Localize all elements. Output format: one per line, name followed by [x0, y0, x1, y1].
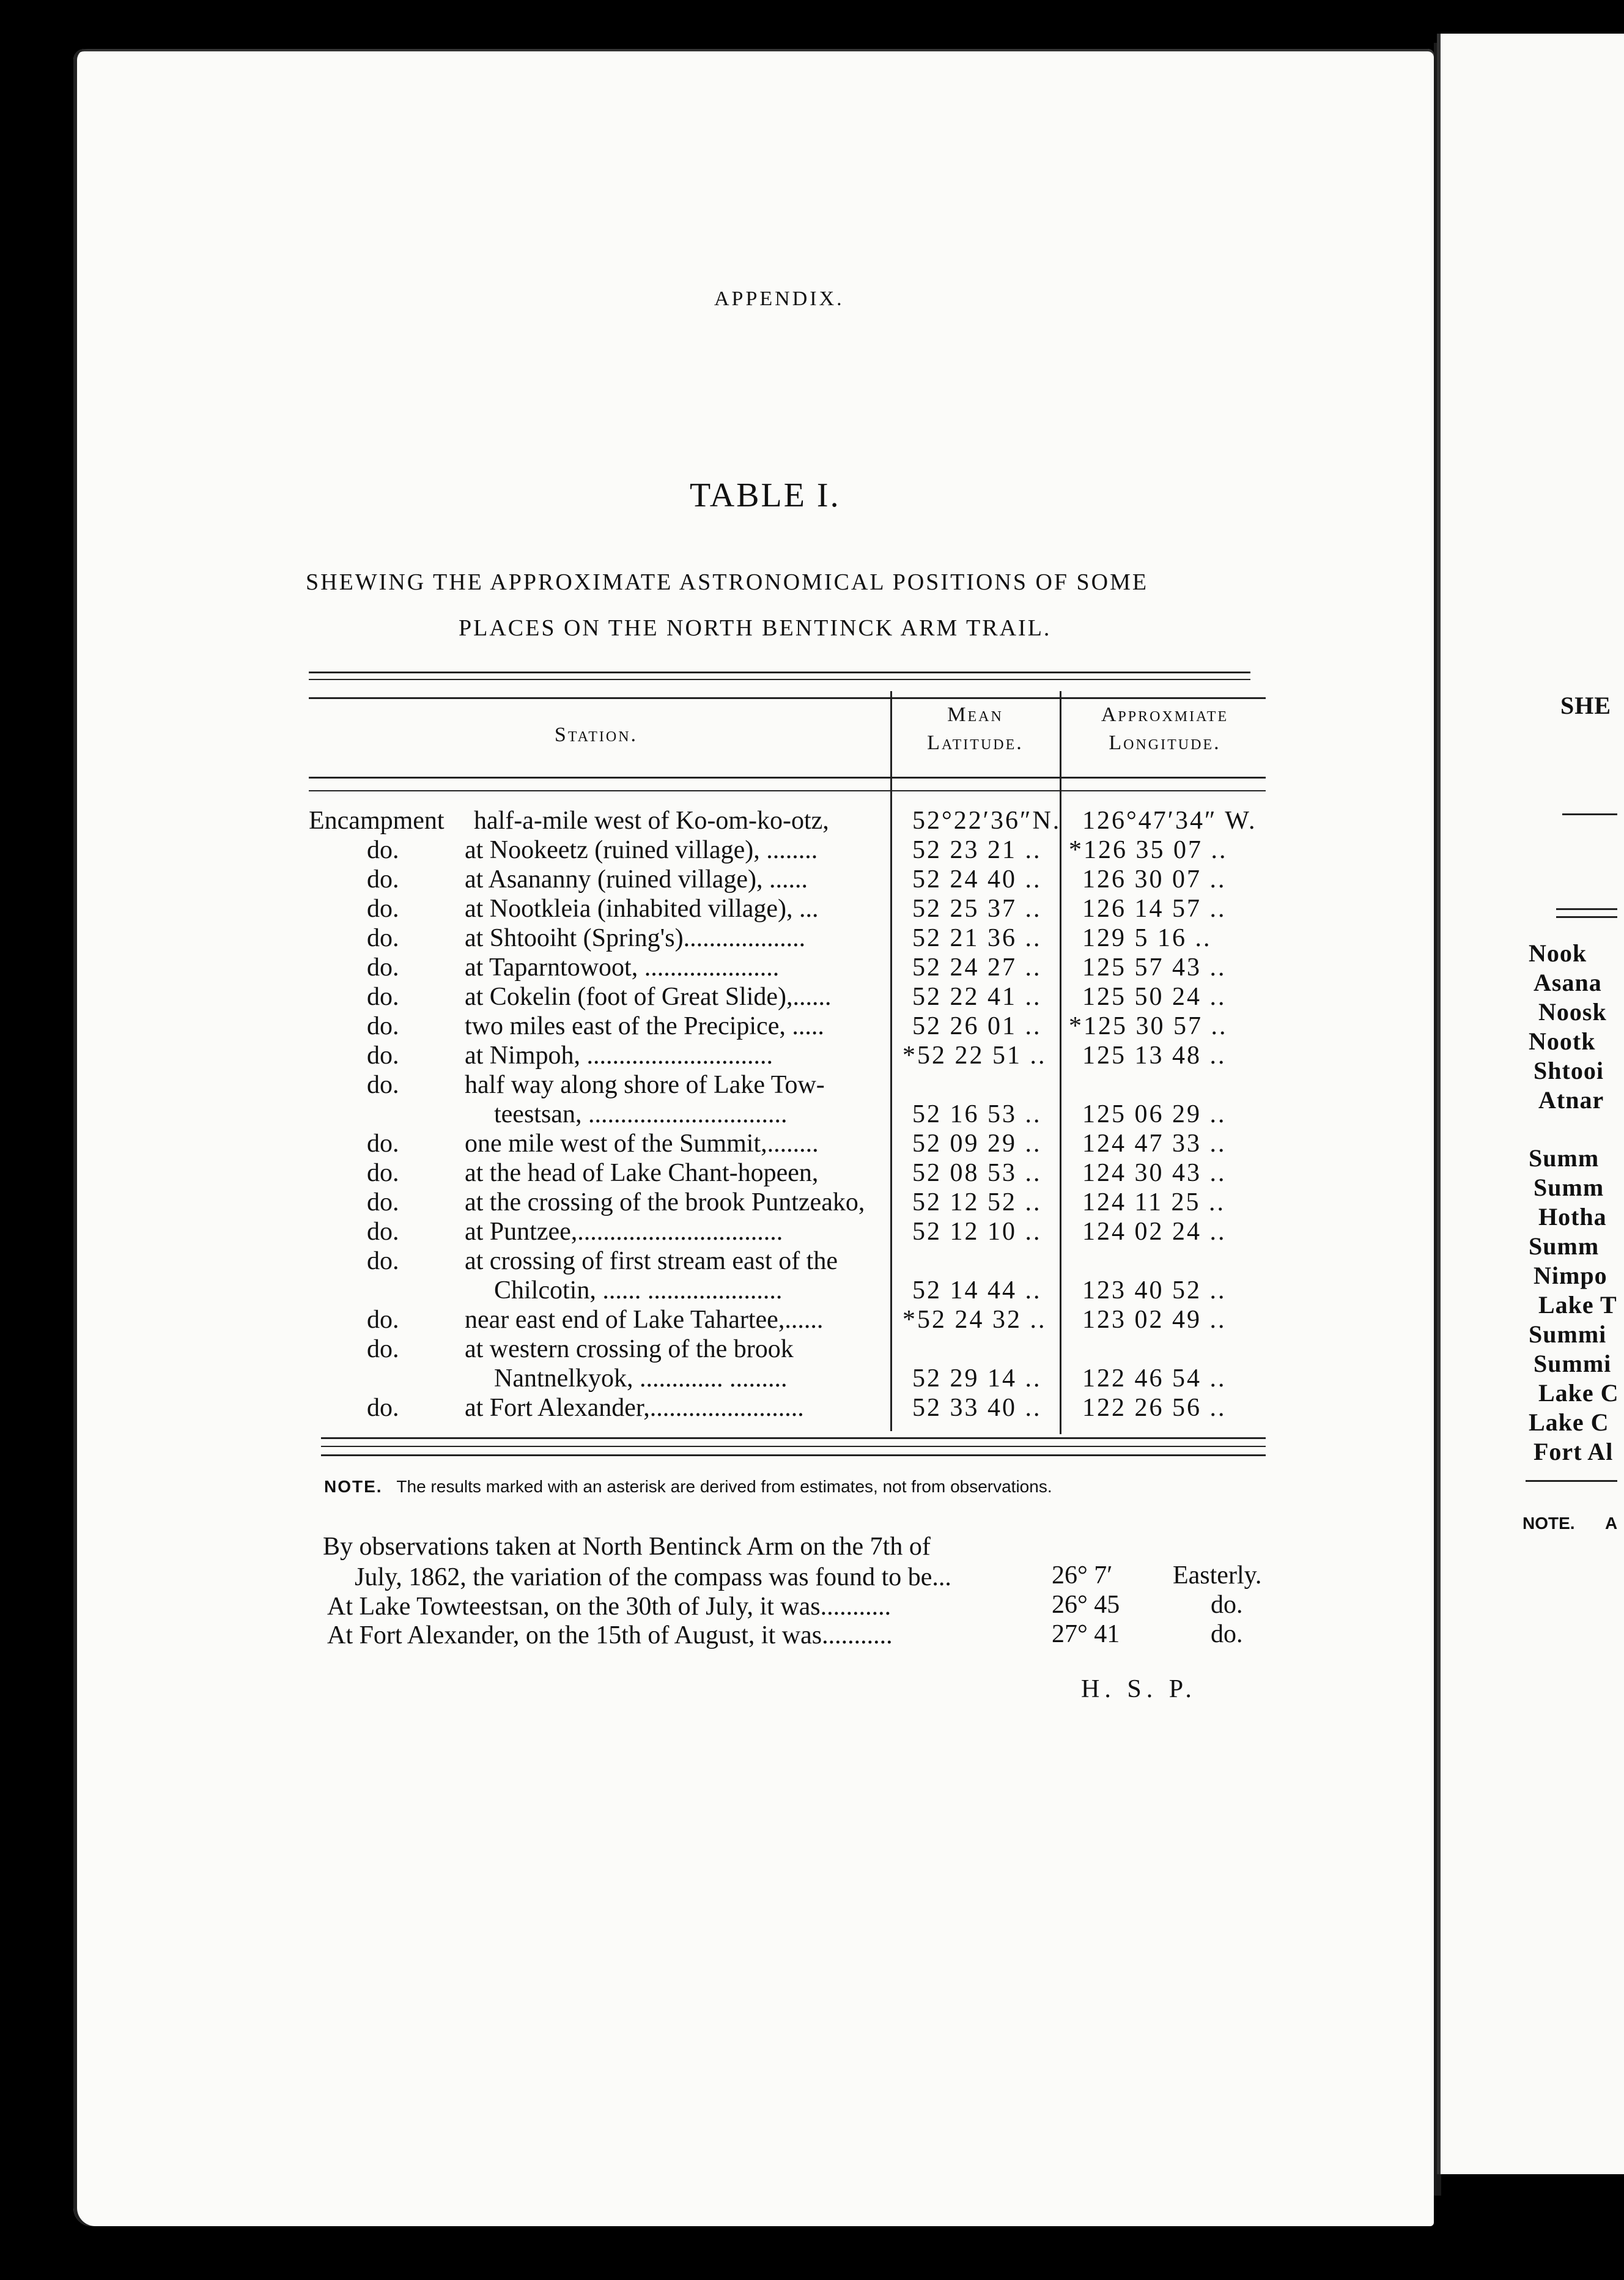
row-longitude: 124 30 43 ..	[1082, 1159, 1227, 1187]
row-longitude: 125 13 48 ..	[1082, 1042, 1227, 1070]
row-longitude: 125 50 24 ..	[1082, 983, 1227, 1011]
row-latitude: 52 12 10 ..	[912, 1218, 1042, 1246]
row-place: teestsan, ...............................	[494, 1100, 788, 1128]
row-ditto: do.	[367, 1188, 399, 1216]
right-page-item: Summi	[1534, 1350, 1612, 1377]
right-page-item: Summi	[1529, 1320, 1607, 1348]
header-bottom-rule-inner	[309, 790, 1266, 791]
running-head: APPENDIX.	[714, 287, 844, 310]
row-place: at Nookeetz (ruined village), ........	[465, 836, 818, 864]
table-bottom-rule	[321, 1437, 1266, 1439]
row-ditto: do.	[367, 1071, 399, 1099]
row-longitude: 123 40 52 ..	[1082, 1276, 1227, 1305]
row-place: at Cokelin (foot of Great Slide),......	[465, 983, 832, 1011]
latitude-header-line-2: Latitude.	[927, 731, 1024, 754]
column-divider-2	[1060, 691, 1061, 1434]
longitude-header-line-1: Approxmiate	[1101, 703, 1229, 726]
row-place: half-a-mile west of Ko-om-ko-otz,	[474, 807, 829, 835]
variation-direction-2: do.	[1211, 1591, 1243, 1619]
right-page-item: Summ	[1529, 1144, 1600, 1172]
row-latitude: 52 12 52 ..	[912, 1188, 1042, 1216]
right-page-item: Noosk	[1538, 998, 1607, 1026]
row-longitude: 124 47 33 ..	[1082, 1130, 1227, 1158]
row-place: at Puntzee,................................	[465, 1218, 783, 1246]
row-place: at western crossing of the brook	[465, 1335, 794, 1363]
row-longitude: 123 02 49 ..	[1082, 1306, 1227, 1334]
variation-direction-1: Easterly.	[1173, 1561, 1262, 1590]
column-divider-1	[890, 691, 892, 1431]
row-ditto: do.	[367, 865, 399, 894]
row-latitude: *52 22 51 ..	[902, 1042, 1047, 1070]
row-place: at the crossing of the brook Puntzeako,	[465, 1188, 865, 1216]
row-latitude: 52 08 53 ..	[912, 1159, 1042, 1187]
table-bottom-rule-inner	[321, 1446, 1266, 1447]
row-latitude: 52 33 40 ..	[912, 1394, 1042, 1422]
row-place: at the head of Lake Chant-hopeen,	[465, 1159, 819, 1187]
right-page-item: Hotha	[1538, 1203, 1607, 1231]
row-place: two miles east of the Precipice, .....	[465, 1012, 824, 1040]
signature: H. S. P.	[1081, 1675, 1197, 1703]
row-place: at Nimpoh, .............................	[465, 1042, 773, 1070]
variation-line-1: By observations taken at North Bentinck Arm on the 7th of	[323, 1533, 931, 1561]
row-longitude: *125 30 57 ..	[1069, 1012, 1228, 1040]
right-page-heading: SHE	[1560, 692, 1612, 719]
row-longitude: 126°47′34″ W.	[1082, 807, 1257, 835]
right-page-rule-3	[1556, 916, 1617, 918]
row-ditto: do.	[367, 1012, 399, 1040]
right-page-item: Lake C	[1529, 1408, 1609, 1436]
row-latitude: 52 21 36 ..	[912, 924, 1042, 952]
subtitle-line-2: PLACES ON THE NORTH BENTINCK ARM TRAIL.	[459, 615, 1052, 641]
right-page-note-tail: A	[1605, 1514, 1618, 1533]
footnote-label: NOTE.	[324, 1477, 383, 1496]
variation-line-4: At Fort Alexander, on the 15th of August, it was...........	[327, 1621, 893, 1649]
row-place: Nantnelkyok, ............. .........	[494, 1364, 788, 1393]
table-top-rule-inner	[309, 679, 1250, 680]
row-latitude: 52 25 37 ..	[912, 895, 1042, 923]
variation-direction-3: do.	[1211, 1620, 1243, 1648]
row-longitude: 126 30 07 ..	[1082, 865, 1227, 894]
row-longitude: 125 06 29 ..	[1082, 1100, 1227, 1128]
right-page-rule-2	[1556, 908, 1617, 910]
row-latitude: 52 23 21 ..	[912, 836, 1042, 864]
row-longitude: 122 26 56 ..	[1082, 1394, 1227, 1422]
variation-value-3: 27° 41	[1052, 1620, 1120, 1648]
footnote	[324, 1477, 1052, 1497]
row-place: at Taparntowoot, .....................	[465, 953, 780, 982]
variation-value-1: 26° 7′	[1052, 1561, 1113, 1590]
row-place: at Asananny (ruined village), ......	[465, 865, 808, 894]
row-longitude: 124 11 25 ..	[1082, 1188, 1225, 1216]
right-page-rule-4	[1526, 1480, 1617, 1482]
table-title: TABLE I.	[690, 476, 841, 514]
row-latitude: 52 22 41 ..	[912, 983, 1042, 1011]
right-page-item: Lake C	[1538, 1379, 1619, 1407]
row-place: near east end of Lake Tahartee,......	[465, 1306, 824, 1334]
row-latitude: 52 16 53 ..	[912, 1100, 1042, 1128]
row-ditto: do.	[367, 983, 399, 1011]
row-ditto: do.	[367, 1394, 399, 1422]
row-ditto: do.	[367, 953, 399, 982]
row-latitude: 52 24 27 ..	[912, 953, 1042, 982]
row-ditto: Encampment	[309, 807, 445, 835]
row-place: at Nootkleia (inhabited village), ...	[465, 895, 819, 923]
right-page-note-label: NOTE.	[1523, 1514, 1575, 1533]
variation-value-2: 26° 45	[1052, 1591, 1120, 1619]
right-page-item: Atnar	[1538, 1086, 1604, 1114]
row-latitude: 52 24 40 ..	[912, 865, 1042, 894]
row-ditto: do.	[367, 895, 399, 923]
right-page-item: Nook	[1529, 939, 1587, 967]
row-ditto: do.	[367, 1159, 399, 1187]
row-ditto: do.	[367, 1130, 399, 1158]
footnote-text: The results marked with an asterisk are derived from estimates, not from observations.	[396, 1477, 1052, 1496]
table-bottom-rule-lower	[321, 1454, 1266, 1456]
row-place: at Shtooiht (Spring's)...................	[465, 924, 806, 952]
right-page-item: Fort Al	[1534, 1438, 1614, 1465]
latitude-header-line-1: Mean	[947, 703, 1003, 726]
longitude-header-line-2: Longitude.	[1109, 731, 1221, 754]
right-page-rule-1	[1562, 813, 1617, 815]
row-place: at crossing of first stream east of the	[465, 1247, 838, 1275]
row-latitude: 52 29 14 ..	[912, 1364, 1042, 1393]
row-longitude: 129 5 16 ..	[1082, 924, 1212, 952]
row-ditto: do.	[367, 1247, 399, 1275]
row-longitude: *126 35 07 ..	[1069, 836, 1228, 864]
row-longitude: 125 57 43 ..	[1082, 953, 1227, 982]
right-page-item: Shtooi	[1534, 1057, 1604, 1084]
row-place: at Fort Alexander,........................	[465, 1394, 804, 1422]
variation-line-2: July, 1862, the variation of the compass was found to be...	[355, 1563, 951, 1591]
row-place: Chilcotin, ...... .....................	[494, 1276, 783, 1305]
row-longitude: 124 02 24 ..	[1082, 1218, 1227, 1246]
table-top-rule	[309, 672, 1250, 673]
row-latitude: 52 09 29 ..	[912, 1130, 1042, 1158]
subtitle-line-1: SHEWING THE APPROXIMATE ASTRONOMICAL POSITIONS OF SOME	[306, 569, 1149, 595]
station-header: Station.	[554, 724, 638, 746]
row-ditto: do.	[367, 1335, 399, 1363]
right-page-item: Lake T	[1538, 1291, 1617, 1319]
row-latitude: 52°22′36″N.	[912, 807, 1061, 835]
row-ditto: do.	[367, 1306, 399, 1334]
right-page-item: Nimpo	[1534, 1262, 1607, 1289]
row-place: half way along shore of Lake Tow-	[465, 1071, 825, 1099]
row-latitude: 52 14 44 ..	[912, 1276, 1042, 1305]
row-ditto: do.	[367, 1218, 399, 1246]
row-ditto: do.	[367, 836, 399, 864]
header-bottom-rule	[309, 777, 1266, 779]
row-ditto: do.	[367, 1042, 399, 1070]
row-ditto: do.	[367, 924, 399, 952]
right-page-item: Summ	[1529, 1232, 1600, 1260]
row-longitude: 122 46 54 ..	[1082, 1364, 1227, 1393]
right-page-item: Nootk	[1529, 1027, 1596, 1055]
row-latitude: *52 24 32 ..	[902, 1306, 1047, 1334]
row-longitude: 126 14 57 ..	[1082, 895, 1227, 923]
variation-line-3: At Lake Towteestsan, on the 30th of July, it was...........	[327, 1593, 891, 1621]
row-latitude: 52 26 01 ..	[912, 1012, 1042, 1040]
right-page-item: Asana	[1534, 969, 1602, 996]
row-place: one mile west of the Summit,........	[465, 1130, 819, 1158]
right-page-item: Summ	[1534, 1174, 1604, 1201]
